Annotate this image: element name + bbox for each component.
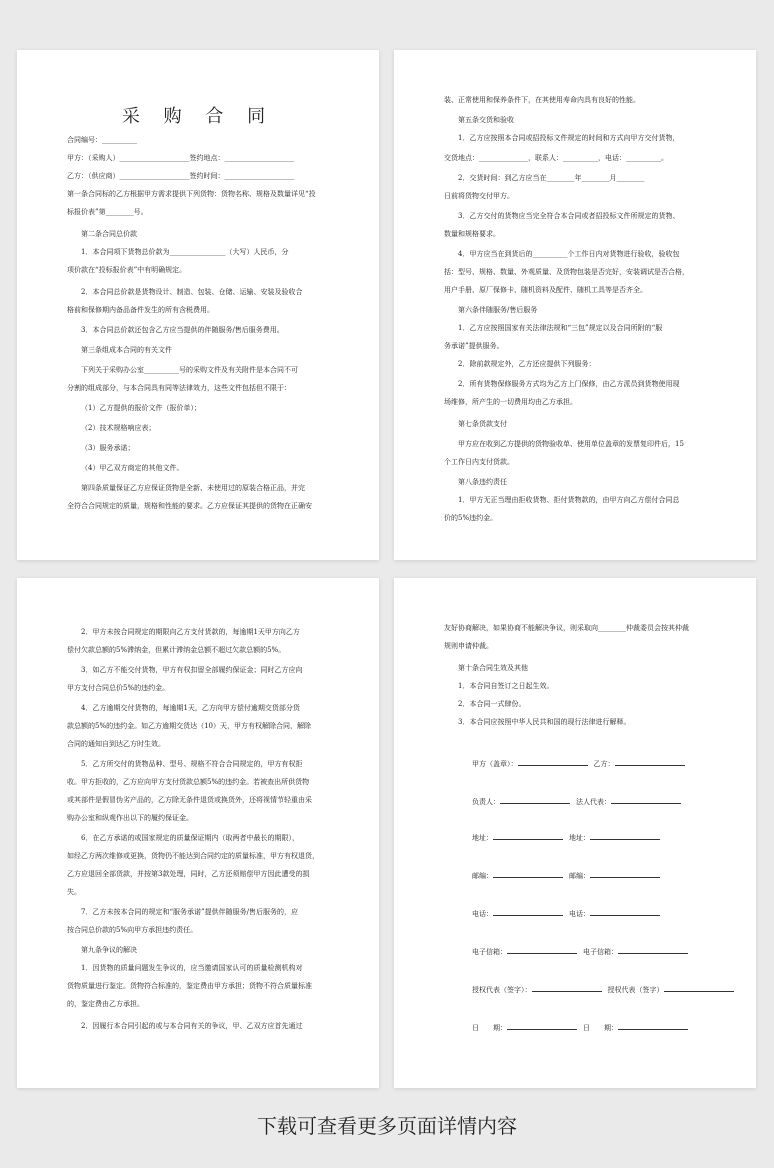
signature-left-blank[interactable] [493,832,563,840]
contract-line: 5．乙方所交付的货物品种、型号、规格不符合合同规定的，甲方有权拒 [81,760,303,768]
contract-line: 第四条质量保证乙方应保证货物是全新、未使用过的原装合格正品，并完 [81,484,305,492]
contract-line: 格前和保修期内备品备件发生的所有含税费用。 [67,306,214,314]
contract-line: 全符合合同规定的质量，规格和性能的要求。乙方应保证其提供的货物在正确安 [67,502,312,510]
contract-line: 3．乙方交付的货物应当完全符合本合同或者招投标文件所规定的货物、 [458,212,680,220]
signature-row [472,758,716,769]
contract-line: 装、正常使用和保养条件下，在其使用寿命内具有良好的性能。 [444,96,640,104]
contract-line: 交货地点：______________，联系人：__________，电话：__________。 [444,154,668,162]
contract-page-3 [17,578,379,1088]
contract-line: 乙方：（供应商）____________________签约时间：____________________ [67,172,295,180]
signature-right-label: 电子信箱： [583,948,618,956]
contract-line: 友好协商解决，如果协商不能解决争议，则采取向________仲裁委员会按其仲裁 [444,624,689,632]
contract-line: 用户手册、原厂保修卡、随机资料及配件、随机工具等是否齐全。 [444,286,647,294]
page-3-body [67,578,339,1088]
contract-line: 甲方：（采购人）____________________签约地点：____________________ [67,154,295,162]
signature-left-blank[interactable] [493,908,563,916]
signature-left-label: 负责人： [472,798,500,806]
contract-line: 1．乙方应按照国家有关法律法规和“三包”规定以及合同所附的“服 [458,324,663,332]
contract-line: 1．乙方应按照本合同或招投标文件规定的时间和方式向甲方交付货物， [458,134,680,142]
contract-page-1 [17,50,379,560]
signature-left-label: 甲方（盖章）： [472,760,518,768]
signature-right-blank[interactable] [590,908,660,916]
contract-line: 1．甲方无正当理由拒收货物、拒付货物款的，由甲方向乙方偿付合同总 [458,496,680,504]
contract-title: 采 购 合 同 [121,106,275,127]
signature-left-blank[interactable] [518,758,588,766]
contract-line: 失。 [67,888,81,896]
contract-line: 2．因履行本合同引起的或与本合同有关的争议，甲、乙双方应首先通过 [81,1022,303,1030]
contract-line: 价的5%违约金。 [444,514,498,522]
signature-left-label: 电话： [472,910,493,918]
contract-line: 第一条合同标的乙方根据甲方需求提供下列货物：货物名称、规格及数量详见“投 [67,190,316,198]
signature-left-label: 地址： [472,834,493,842]
contract-line: 合同的通知自到达乙方时生效。 [67,740,165,748]
signature-row [472,870,716,881]
signature-right-label: 授权代表（签字） [607,986,664,994]
contract-line: 4．乙方逾期交付货物的，每逾期1天，乙方向甲方偿付逾期交货部分货 [81,704,300,712]
contract-line: 7．乙方未按本合同的规定和“服务承诺”提供伴随服务/售后服务的，应 [81,908,298,916]
signature-left-label: 日 期： [472,1024,507,1032]
contract-line: 日前将货物交付甲方。 [444,192,514,200]
contract-line: 2．本合同总价款是货物设计、制造、包装、仓储、运输、安装及验收合 [81,288,303,296]
signature-right-blank[interactable] [664,984,734,992]
contract-line: 第七条货款支付 [458,420,507,428]
contract-line: 或其部件是假冒伪劣产品的，乙方除无条件退货或换货外，还将视情节轻重由采 [67,796,312,804]
contract-line: 4．甲方应当在到货后的__________个工作日内对货物进行验收，验收包 [458,250,680,258]
contract-line: 3．如乙方不能交付货物，甲方有权扣留全部履约保证金；同时乙方应向 [81,666,303,674]
contract-line: 第六条伴随服务/售后服务 [458,306,538,314]
contract-line: 第三条组成本合同的有关文件 [81,346,172,354]
page-4-body [444,578,716,1088]
contract-line: 甲方应在收到乙方提供的货物验收单、使用单位盖章的发票复印件后，15 [458,440,684,448]
contract-line: 1．因货物的质量问题发生争议的，应当邀请国家认可的质量检测机构对 [81,964,303,972]
contract-line: 货物质量进行鉴定。货物符合标准的，鉴定费由甲方承担；货物不符合质量标准 [67,982,312,990]
signature-row [472,946,716,957]
signature-left-blank[interactable] [507,1022,577,1030]
contract-line: 按合同总价款的5%向甲方承担违约责任。 [67,926,198,934]
contract-page-4 [394,578,756,1088]
download-more-prompt[interactable]: 下载可查看更多页面详情内容 [257,1114,517,1138]
signature-row [472,984,716,995]
signature-right-blank[interactable] [611,796,681,804]
contract-line: 甲方支付合同总价5%的违约金。 [67,684,170,692]
contract-line: 第十条合同生效及其他 [458,664,528,672]
contract-line: 第五条交货和验收 [458,116,514,124]
contract-line: 乙方应退回全部货款，并按第3款处理，同时，乙方还须赔偿甲方因此遭受的损 [67,870,310,878]
signature-left-blank[interactable] [500,796,570,804]
contract-line: 2．交货时间：到乙方应当在________年________月________ [458,174,645,182]
contract-line: 收。甲方拒收的，乙方应向甲方支付货款总额5%的违约金。若被查出所供货物 [67,778,310,786]
contract-line: 个工作日内支付货款。 [444,458,514,466]
signature-left-label: 邮编： [472,872,493,880]
signature-right-label: 乙方： [593,760,615,768]
contract-line: 数量和规格要求。 [444,230,500,238]
contract-line: （4）甲乙双方商定的其他文件。 [81,464,184,472]
signature-right-blank[interactable] [590,870,660,878]
contract-line: 合同编号：__________ [67,136,137,144]
signature-row [472,908,716,919]
signature-right-label: 电话： [569,910,590,918]
signature-right-label: 邮编： [569,872,590,880]
contract-line: 1．本合同自签订之日起生效。 [458,682,554,690]
contract-line: 的，鉴定费由乙方承担。 [67,1000,144,1008]
signature-right-label: 日 期： [583,1024,618,1032]
contract-page-2 [394,50,756,560]
signature-right-blank[interactable] [590,832,660,840]
contract-line: 3．本合同总价款还包含乙方应当提供的伴随服务/售后服务费用。 [81,326,284,334]
signature-row [472,832,716,843]
contract-line: 分割的组成部分，与本合同具有同等法律效力，这些文件包括但不限于： [67,384,291,392]
contract-line: （3）服务承诺； [81,444,135,452]
contract-line: 2．本合同一式肆份。 [458,700,526,708]
signature-left-label: 授权代表（签字）： [472,986,532,994]
contract-line: 第二条合同总价款 [81,230,137,238]
contract-line: 括：型号、规格、数量、外观质量、及货物包装是否完好，安装调试是否合格， [444,268,689,276]
signature-right-blank[interactable] [615,758,685,766]
contract-line: 场维修，所产生的一切费用均由乙方承担。 [444,398,577,406]
page-1-body [67,50,339,560]
page-2-body [444,50,716,560]
signature-right-label: 地址： [569,834,590,842]
signature-left-blank[interactable] [507,946,577,954]
signature-left-blank[interactable] [532,984,602,992]
contract-line: （2）技术规格响应表； [81,424,156,432]
contract-line: 2．所有货物保修服务方式均为乙方上门保修，由乙方派员到货物使用现 [458,380,680,388]
contract-line: 款总额的5%的违约金。如乙方逾期交货达（10）天，甲方有权解除合同，解除 [67,722,312,730]
contract-line: 第八条违约责任 [458,478,507,486]
signature-row [472,796,716,807]
contract-line: 2．除前款规定外，乙方还应提供下列服务： [458,360,596,368]
contract-line: 下列关于采购办公室__________号的采购文件及有关附件是本合同不可 [81,366,298,374]
contract-line: 6．在乙方承诺的或国家规定的质量保证期内（取两者中最长的期限）， [81,834,299,842]
contract-line: 标报价表”第________号。 [67,208,148,216]
contract-line: 如经乙方两次维修或更换，货物仍不能达到合同约定的质量标准，甲方有权退货， [67,852,319,860]
signature-right-label: 法人代表： [576,798,611,806]
contract-line: 购办公室和纵观作出以下的履约保证金。 [67,814,193,822]
contract-line: 规则申请仲裁。 [444,642,493,650]
contract-line: 偿付欠款总额的5%滞纳金，但累计滞纳金总额不超过欠款总额的5%。 [67,646,286,654]
signature-row [472,1022,716,1033]
contract-line: （1）乙方提供的报价文件（报价单）； [81,404,201,412]
signature-right-blank[interactable] [618,1022,688,1030]
contract-line: 1．本合同项下货物总价款为________________（大写）人民币，分 [81,248,289,256]
signature-right-blank[interactable] [618,946,688,954]
contract-line: 务承诺”提供服务。 [444,342,504,350]
contract-line: 3．本合同应按照中华人民共和国的现行法律进行解释。 [458,718,631,726]
contract-line: 第九条争议的解决 [81,946,137,954]
contract-line: 2．甲方未按合同规定的期限向乙方支付货款的，每逾期1天甲方向乙方 [81,628,300,636]
signature-left-label: 电子信箱： [472,948,507,956]
contract-line: 项价款在“投标报价表”中有明确规定。 [67,266,187,274]
signature-left-blank[interactable] [493,870,563,878]
